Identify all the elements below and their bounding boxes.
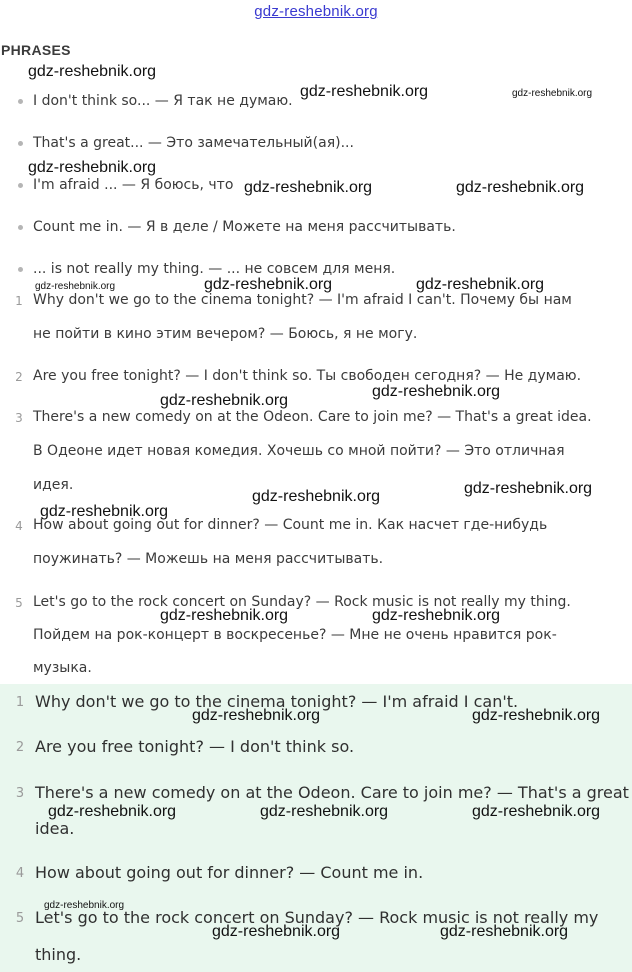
bullet-icon — [18, 225, 23, 230]
phrase-item: ... is not really my thing. — ... не совсем для меня. — [33, 261, 396, 277]
answer-line: There's a new comedy on at the Odeon. Care to join me? — That's a great — [35, 783, 629, 802]
phrase-item: I don't think so... — Я так не думаю. — [33, 93, 293, 109]
watermark: gdz-reshebnik.org — [244, 179, 373, 196]
translation-line: идея. — [33, 477, 74, 493]
translation-line: Are you free tonight? — I don't think so. Ты свободен сегодня? — Не думаю. — [33, 368, 582, 384]
site-header[interactable]: gdz-reshebnik.org — [254, 3, 378, 20]
answer-line: How about going out for dinner? — Count me in. — [35, 863, 424, 882]
watermark: gdz-reshebnik.org — [464, 480, 593, 497]
answer-number: 3 — [15, 786, 25, 801]
watermark: gdz-reshebnik.org — [440, 923, 569, 940]
answer-number: 4 — [15, 866, 25, 881]
bullet-icon — [18, 99, 23, 104]
phrases-title: PHRASES — [1, 42, 71, 58]
watermark: gdz-reshebnik.org — [472, 803, 601, 820]
answer-line: thing. — [35, 945, 82, 964]
watermark: gdz-reshebnik.org — [372, 383, 501, 400]
item-number: 1 — [15, 294, 23, 308]
watermark: gdz-reshebnik.org — [40, 503, 169, 520]
translation-line: поужинать? — Можешь на меня рассчитывать. — [33, 551, 384, 567]
answer-line: Are you free tonight? — I don't think so. — [35, 737, 355, 756]
watermark: gdz-reshebnik.org — [512, 88, 593, 99]
bullet-icon — [18, 183, 23, 188]
watermark: gdz-reshebnik.org — [456, 179, 585, 196]
watermark: gdz-reshebnik.org — [44, 900, 125, 911]
translation-line: Let's go to the rock concert on Sunday? — Rock music is not really my thing. — [33, 594, 571, 610]
phrase-item: I'm afraid ... — Я боюсь, что — [33, 177, 234, 193]
bullet-icon — [18, 267, 23, 272]
translation-line: Why don't we go to the cinema tonight? — I'm afraid I can't. Почему бы нам — [33, 292, 572, 308]
watermark: gdz-reshebnik.org — [28, 63, 157, 80]
watermark: gdz-reshebnik.org — [204, 276, 333, 293]
answer-number: 2 — [15, 740, 25, 755]
phrase-item: That's a great... — Это замечательный(ая)... — [33, 135, 354, 151]
answer-line: Why don't we go to the cinema tonight? — I'm afraid I can't. — [35, 692, 519, 711]
watermark: gdz-reshebnik.org — [160, 392, 289, 409]
watermark: gdz-reshebnik.org — [160, 607, 289, 624]
item-number: 4 — [15, 519, 23, 533]
watermark: gdz-reshebnik.org — [416, 276, 545, 293]
answer-number: 1 — [15, 695, 25, 710]
translation-line: не пойти в кино этим вечером? — Боюсь, я не могу. — [33, 326, 418, 342]
item-number: 5 — [15, 596, 23, 610]
translation-line: There's a new comedy on at the Odeon. Care to join me? — That's a great idea. — [33, 409, 592, 425]
item-number: 2 — [15, 370, 23, 384]
answer-line: Let's go to the rock concert on Sunday? — Rock music is not really my — [35, 908, 599, 927]
watermark: gdz-reshebnik.org — [28, 159, 157, 176]
watermark: gdz-reshebnik.org — [372, 607, 501, 624]
translation-line: Пойдем на рок-концерт в воскресенье? — Мне не очень нравится рок- — [33, 627, 557, 643]
translation-line: How about going out for dinner? — Count me in. Как насчет где-нибудь — [33, 517, 548, 533]
item-number: 3 — [15, 411, 23, 425]
watermark: gdz-reshebnik.org — [35, 281, 116, 292]
translation-line: В Одеоне идет новая комедия. Хочешь со мной пойти? — Это отличная — [33, 443, 565, 459]
watermark: gdz-reshebnik.org — [192, 707, 321, 724]
watermark: gdz-reshebnik.org — [300, 83, 429, 100]
watermark: gdz-reshebnik.org — [252, 488, 381, 505]
answer-number: 5 — [15, 911, 25, 926]
watermark: gdz-reshebnik.org — [260, 803, 389, 820]
watermark: gdz-reshebnik.org — [48, 803, 177, 820]
phrase-item: Count me in. — Я в деле / Можете на меня рассчитывать. — [33, 219, 456, 235]
watermark: gdz-reshebnik.org — [472, 707, 601, 724]
bullet-icon — [18, 141, 23, 146]
translation-line: музыка. — [33, 660, 92, 676]
watermark: gdz-reshebnik.org — [212, 923, 341, 940]
answer-line: idea. — [35, 819, 75, 838]
